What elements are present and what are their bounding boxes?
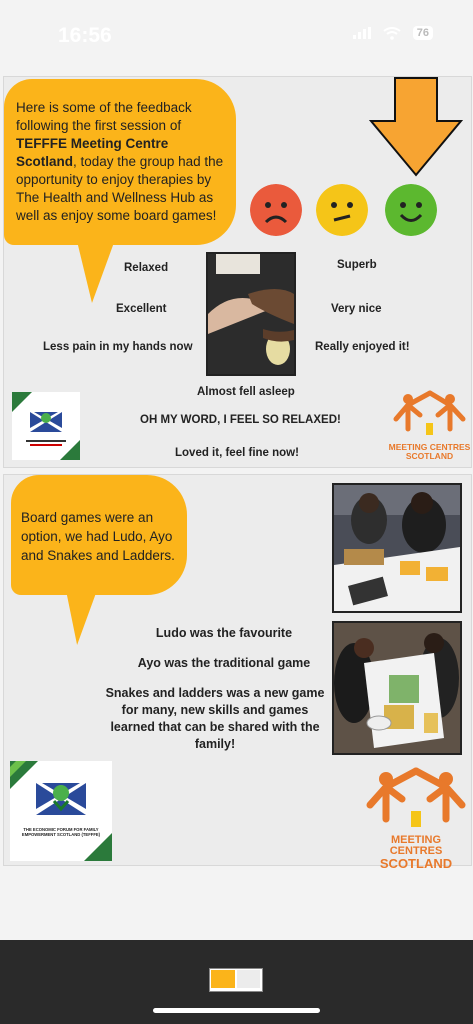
home-indicator[interactable]	[153, 1008, 320, 1013]
intro-text: Here is some of the feedback following the first session of	[16, 100, 192, 133]
board-games-speech-bubble	[11, 475, 187, 595]
mcs-line1: MEETING CENTRES	[388, 442, 471, 452]
hand-massage-photo	[206, 252, 296, 376]
tefffe-logo	[12, 392, 80, 460]
tefffe-caption: THE ECONOMIC FORUM FOR FAMILY EMPOWERMENT SCOTLAND (TEFFFE)	[21, 827, 101, 837]
cellular-signal-icon	[353, 27, 371, 39]
mcs-line1: MEETING CENTRES	[389, 834, 443, 857]
happy-face-icon	[385, 184, 437, 236]
wifi-icon	[383, 27, 401, 40]
mcs-line2: SCOTLAND	[379, 856, 453, 871]
status-icons	[353, 26, 433, 40]
intro-text-cont: , today the group had the opportunity to enjoy therapies by The Health and Wellness Hub as well as enjoy some board games!	[16, 154, 224, 223]
feedback-almost-asleep: Almost fell asleep	[197, 386, 295, 398]
feedback-relaxed: Relaxed	[124, 262, 169, 274]
battery-icon: 76	[413, 26, 433, 40]
feedback-slide	[3, 76, 472, 468]
meeting-centres-scotland-logo	[364, 765, 468, 871]
board-games-intro: Board games were an option, we had Ludo, Ayo and Snakes and Ladders.	[21, 510, 175, 563]
feedback-oh-my-word: OH MY WORD, I FEEL SO RELAXED!	[140, 414, 341, 426]
feedback-very-nice: Very nice	[331, 303, 382, 315]
ludo-text: Ludo was the favourite	[155, 626, 293, 640]
mcs-line2: SCOTLAND	[405, 450, 454, 461]
bottom-bar	[0, 940, 473, 1024]
status-bar	[0, 0, 473, 70]
meeting-centres-scotland-logo	[388, 389, 471, 464]
speech-bubble-tail	[52, 237, 116, 303]
feedback-excellent: Excellent	[116, 303, 167, 315]
down-arrow-icon	[369, 77, 463, 177]
ayo-text: Ayo was the traditional game	[137, 656, 311, 670]
feedback-really-enjoyed: Really enjoyed it!	[315, 341, 410, 353]
intro-bold-text: TEFFFE Meeting Centre Scotland	[16, 136, 169, 169]
page-thumbnail[interactable]	[209, 968, 263, 992]
sad-face-icon	[250, 184, 302, 236]
board-game-photo-1	[332, 483, 462, 613]
board-game-photo-2	[332, 621, 462, 755]
status-time: 16:56	[58, 24, 112, 47]
feedback-less-pain: Less pain in my hands now	[43, 341, 193, 353]
tefffe-logo	[10, 761, 112, 861]
feedback-loved-it: Loved it, feel fine now!	[175, 447, 299, 459]
feedback-speech-bubble	[4, 79, 236, 245]
board-games-slide	[3, 474, 472, 871]
feedback-superb: Superb	[337, 259, 377, 271]
snakes-ladders-text: Snakes and ladders was a new game for many, new skills and games learned that can be shared with the family!	[105, 686, 325, 751]
neutral-face-icon	[316, 184, 368, 236]
